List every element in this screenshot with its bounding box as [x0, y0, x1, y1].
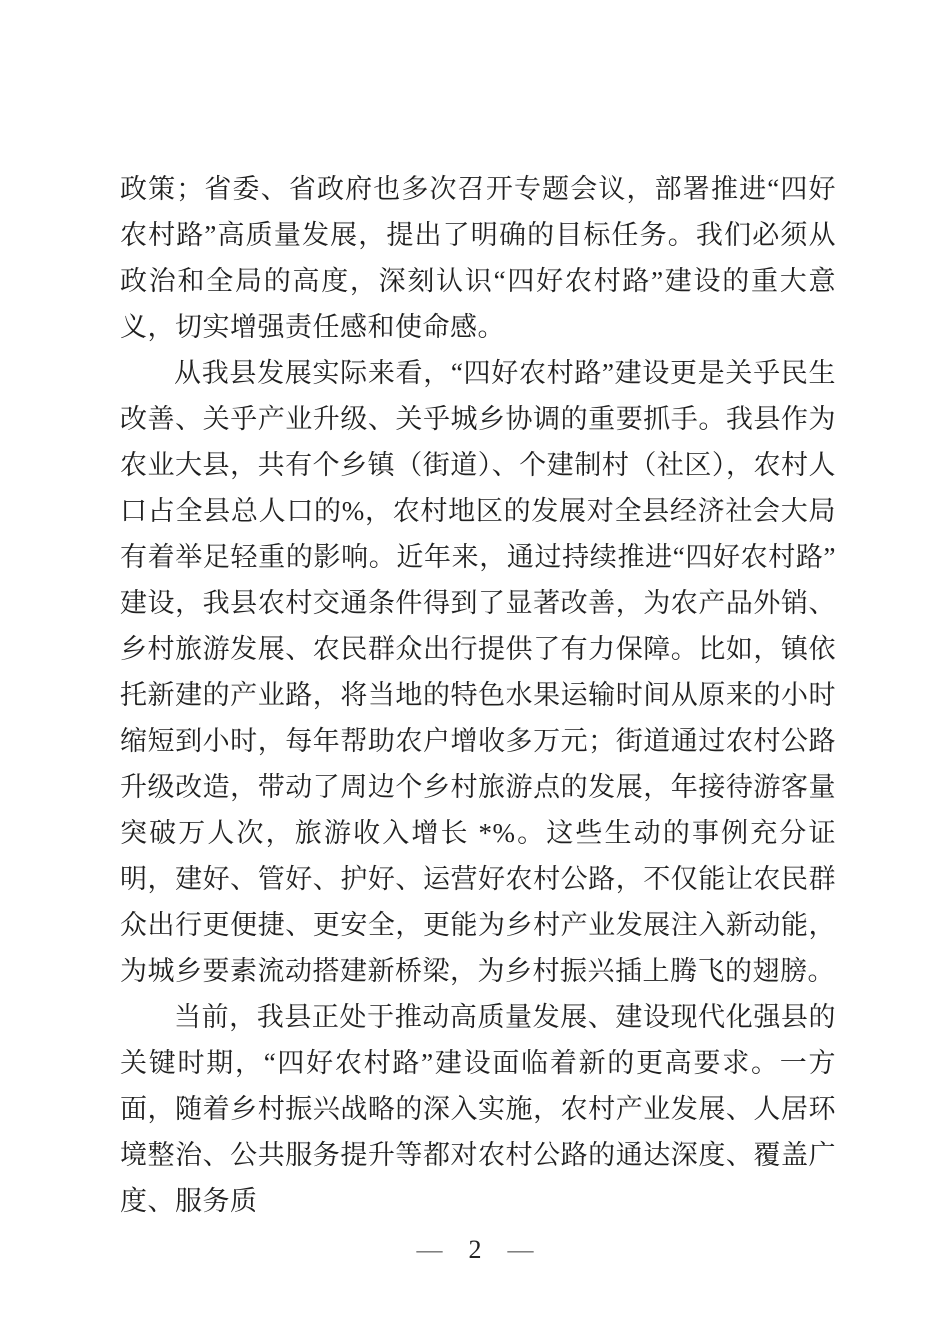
page-number-dash-left: — [416, 1235, 443, 1264]
paragraph-policy-continuation: 政策；省委、省政府也多次召开专题会议，部署推进“四好农村路”高质量发展，提出了明确的目标任务。我们必须从政治和全局的高度，深刻认识“四好农村路”建设的重大意义，切实增强责任感和使命感。 [120, 174, 836, 342]
page-number-dash-right: — [507, 1235, 534, 1264]
document-body [120, 166, 836, 1224]
paragraph-current-requirements: 当前，我县正处于推动高质量发展、建设现代化强县的关键时期，“四好农村路”建设面临着新的更高要求。一方面，随着乡村振兴战略的深入实施，农村产业发展、人居环境整治、公共服务提升等都对农村公路的通达深度、覆盖广度、服务质 [120, 1002, 836, 1216]
page-footer [0, 1228, 950, 1272]
paragraph-county-development: 从我县发展实际来看，“四好农村路”建设更是关乎民生改善、关乎产业升级、关乎城乡协调的重要抓手。我县作为农业大县，共有个乡镇（街道）、个建制村（社区），农村人口占全县总人口的%，农村地区的发展对全县经济社会大局有着举足轻重的影响。近年来，通过持续推进“四好农村路”建设，我县农村交通条件得到了显著改善，为农产品外销、乡村旅游发展、农民群众出行提供了有力保障。比如，镇依托新建的产业路，将当地的特色水果运输时间从原来的小时缩短到小时，每年帮助农户增收多万元；街道通过农村公路升级改造，带动了周边个乡村旅游点的发展，年接待游客量突破万人次，旅游收入增长 *%。这些生动的事例充分证明，建好、管好、护好、运营好农村公路，不仅能让农民群众出行更便捷、更安全，更能为乡村产业发展注入新动能，为城乡要素流动搭建新桥梁，为乡村振兴插上腾飞的翅膀。 [120, 358, 836, 986]
page-number: 2 [468, 1235, 482, 1264]
